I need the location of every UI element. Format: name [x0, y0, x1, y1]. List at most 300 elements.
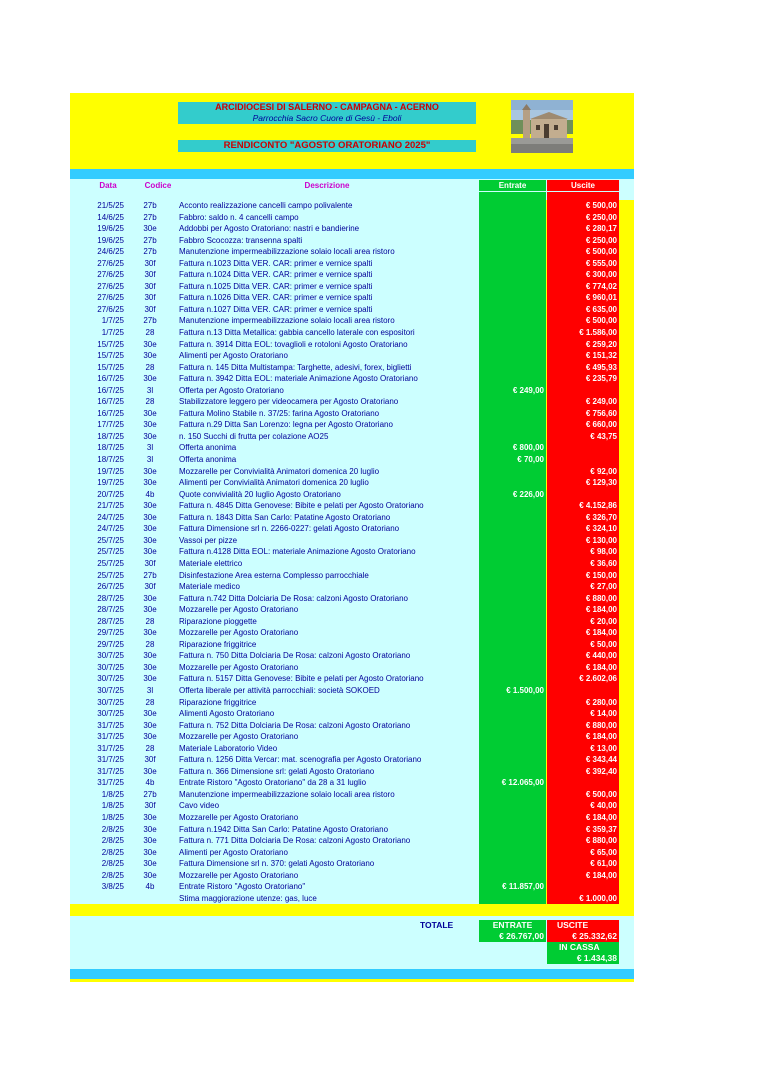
row-income [479, 570, 546, 582]
table-row [70, 720, 634, 732]
row-expense: € 130,00 [547, 535, 619, 547]
row-code: 27b [124, 212, 176, 224]
row-description: Fattura n. 145 Ditta Multistampa: Targhette, adesivi, forex, biglietti [176, 362, 479, 374]
row-description: Materiale Laboratorio Video [176, 743, 479, 755]
table-row [70, 673, 634, 685]
row-income [479, 200, 546, 212]
table-row [70, 858, 634, 870]
row-date: 30/7/25 [70, 650, 124, 662]
row-income [479, 662, 546, 674]
row-code: 3l [124, 385, 176, 397]
table-row [70, 685, 634, 697]
row-date: 15/7/25 [70, 362, 124, 374]
col-header-codice: Codice [138, 180, 178, 191]
row-date: 27/6/25 [70, 304, 124, 316]
col-header-entrate: Entrate [479, 180, 546, 191]
row-income [479, 812, 546, 824]
row-date: 31/7/25 [70, 754, 124, 766]
row-date: 18/7/25 [70, 442, 124, 454]
row-income [479, 431, 546, 443]
row-income [479, 847, 546, 859]
table-row [70, 512, 634, 524]
row-expense: € 500,00 [547, 246, 619, 258]
entrate-total-value: € 26.767,00 [479, 931, 546, 942]
table-row [70, 570, 634, 582]
row-description: Alimenti per Convivialità Animatori domenica 20 luglio [176, 477, 479, 489]
row-date: 28/7/25 [70, 616, 124, 628]
row-code: 30e [124, 223, 176, 235]
row-income [479, 223, 546, 235]
row-date: 31/7/25 [70, 731, 124, 743]
row-date: 19/6/25 [70, 235, 124, 247]
row-code: 30e [124, 431, 176, 443]
table-row [70, 477, 634, 489]
row-code: 30e [124, 373, 176, 385]
cassa-label: IN CASSA [547, 942, 619, 953]
row-date: 2/8/25 [70, 870, 124, 882]
row-code: 30e [124, 477, 176, 489]
row-expense: € 98,00 [547, 546, 619, 558]
row-income [479, 315, 546, 327]
row-description: Fattura n. 366 Dimensione srl: gelati Agosto Oratoriano [176, 766, 479, 778]
row-description: Offerta anonima [176, 454, 479, 466]
row-date: 21/7/25 [70, 500, 124, 512]
row-income [479, 870, 546, 882]
table-row [70, 408, 634, 420]
parish-name: Parrocchia Sacro Cuore di Gesù - Eboli [252, 113, 402, 123]
row-expense: € 250,00 [547, 212, 619, 224]
ledger-rows [70, 200, 634, 904]
row-expense: € 1.000,00 [547, 893, 619, 905]
row-income [479, 650, 546, 662]
row-income [479, 477, 546, 489]
row-description: Stima maggiorazione utenze: gas, luce [176, 893, 479, 905]
row-date: 28/7/25 [70, 604, 124, 616]
row-code: 30f [124, 281, 176, 293]
row-description: Fattura n. 3914 Ditta EOL: tovaglioli e rotoloni Agosto Oratoriano [176, 339, 479, 351]
row-income [479, 893, 546, 905]
row-expense: € 960,01 [547, 292, 619, 304]
row-description: Cavo video [176, 800, 479, 812]
row-income [479, 327, 546, 339]
table-row [70, 616, 634, 628]
row-description: Materiale medico [176, 581, 479, 593]
row-expense: € 184,00 [547, 604, 619, 616]
row-date: 31/7/25 [70, 720, 124, 732]
totals-label: TOTALE [420, 920, 454, 930]
row-income [479, 593, 546, 605]
row-expense: € 235,79 [547, 373, 619, 385]
row-description: Fattura n.1026 Ditta VER. CAR: primer e vernice spalti [176, 292, 479, 304]
row-code: 28 [124, 362, 176, 374]
row-code: 27b [124, 235, 176, 247]
table-row [70, 604, 634, 616]
row-date: 19/7/25 [70, 477, 124, 489]
row-income [479, 708, 546, 720]
row-code: 30e [124, 812, 176, 824]
table-row [70, 350, 634, 362]
row-code: 30e [124, 650, 176, 662]
row-expense: € 359,37 [547, 824, 619, 836]
row-code: 27b [124, 789, 176, 801]
table-row [70, 835, 634, 847]
table-row [70, 697, 634, 709]
row-income [479, 350, 546, 362]
row-code: 30e [124, 731, 176, 743]
row-date [70, 893, 124, 905]
row-description: Fattura n. 750 Ditta Dolciaria De Rosa: calzoni Agosto Oratoriano [176, 650, 479, 662]
row-description: Materiale elettrico [176, 558, 479, 570]
row-expense: € 184,00 [547, 870, 619, 882]
table-row [70, 650, 634, 662]
row-code: 30f [124, 258, 176, 270]
table-row [70, 269, 634, 281]
row-description: Riparazione friggitrice [176, 697, 479, 709]
row-date: 21/5/25 [70, 200, 124, 212]
table-row [70, 824, 634, 836]
row-expense: € 2.602,06 [547, 673, 619, 685]
row-expense: € 184,00 [547, 662, 619, 674]
row-date: 3/8/25 [70, 881, 124, 893]
row-date: 27/6/25 [70, 258, 124, 270]
row-income [479, 258, 546, 270]
row-description: Fattura Molino Stabile n. 37/25: farina Agosto Oratoriano [176, 408, 479, 420]
row-expense: € 774,02 [547, 281, 619, 293]
row-code [124, 893, 176, 905]
row-date: 20/7/25 [70, 489, 124, 501]
row-description: Mozzarelle per Agosto Oratoriano [176, 870, 479, 882]
row-income [479, 754, 546, 766]
row-date: 31/7/25 [70, 743, 124, 755]
row-description: Mozzarelle per Agosto Oratoriano [176, 812, 479, 824]
row-expense: € 555,00 [547, 258, 619, 270]
row-date: 2/8/25 [70, 858, 124, 870]
row-income [479, 373, 546, 385]
row-income [479, 697, 546, 709]
row-expense: € 324,10 [547, 523, 619, 535]
row-income: € 1.500,00 [479, 685, 546, 697]
row-code: 30e [124, 708, 176, 720]
row-income [479, 616, 546, 628]
row-description: Manutenzione impermeabilizzazione solaio locali area ristoro [176, 246, 479, 258]
row-income [479, 292, 546, 304]
row-expense: € 500,00 [547, 315, 619, 327]
row-expense: € 495,93 [547, 362, 619, 374]
table-row [70, 812, 634, 824]
row-description: Fattura n.1023 Ditta VER. CAR: primer e vernice spalti [176, 258, 479, 270]
row-date: 29/7/25 [70, 639, 124, 651]
row-code: 3l [124, 442, 176, 454]
table-row [70, 789, 634, 801]
row-expense: € 184,00 [547, 812, 619, 824]
row-code: 28 [124, 616, 176, 628]
row-income [479, 269, 546, 281]
row-date: 30/7/25 [70, 708, 124, 720]
row-code: 30f [124, 269, 176, 281]
row-description: n. 150 Succhi di frutta per colazione AO25 [176, 431, 479, 443]
row-description: Offerta per Agosto Oratoriano [176, 385, 479, 397]
row-date: 26/7/25 [70, 581, 124, 593]
row-expense: € 880,00 [547, 593, 619, 605]
row-expense: € 65,00 [547, 847, 619, 859]
row-expense [547, 442, 619, 454]
row-income: € 70,00 [479, 454, 546, 466]
row-code: 30e [124, 408, 176, 420]
table-row [70, 708, 634, 720]
row-income [479, 408, 546, 420]
row-expense: € 440,00 [547, 650, 619, 662]
table-row [70, 743, 634, 755]
row-date: 25/7/25 [70, 535, 124, 547]
row-income [479, 720, 546, 732]
row-code: 30e [124, 673, 176, 685]
row-date: 27/6/25 [70, 281, 124, 293]
row-expense: € 300,00 [547, 269, 619, 281]
row-description: Fattura n. 771 Ditta Dolciaria De Rosa: calzoni Agosto Oratoriano [176, 835, 479, 847]
row-description: Offerta anonima [176, 442, 479, 454]
row-description: Fattura n. 5157 Ditta Genovese: Bibite e pelati per Agosto Oratoriano [176, 673, 479, 685]
row-date: 16/7/25 [70, 385, 124, 397]
row-code: 30f [124, 800, 176, 812]
row-expense: € 20,00 [547, 616, 619, 628]
table-row [70, 754, 634, 766]
row-date: 15/7/25 [70, 339, 124, 351]
table-row [70, 593, 634, 605]
row-income [479, 800, 546, 812]
row-description: Mozzarelle per Agosto Oratoriano [176, 662, 479, 674]
row-description: Fattura n.742 Ditta Dolciaria De Rosa: calzoni Agosto Oratoriano [176, 593, 479, 605]
row-expense: € 250,00 [547, 235, 619, 247]
row-description: Alimenti per Agosto Oratoriano [176, 350, 479, 362]
row-date: 16/7/25 [70, 396, 124, 408]
row-expense: € 4.152,86 [547, 500, 619, 512]
row-income [479, 766, 546, 778]
row-income [479, 500, 546, 512]
row-code: 30e [124, 546, 176, 558]
row-expense: € 500,00 [547, 789, 619, 801]
table-row [70, 870, 634, 882]
uscite-total-value: € 25.332,62 [547, 931, 619, 942]
row-date: 15/7/25 [70, 350, 124, 362]
row-expense: € 343,44 [547, 754, 619, 766]
row-code: 30e [124, 662, 176, 674]
row-code: 3l [124, 454, 176, 466]
row-date: 25/7/25 [70, 570, 124, 582]
row-date: 2/8/25 [70, 847, 124, 859]
row-date: 27/6/25 [70, 269, 124, 281]
row-income [479, 362, 546, 374]
divider-band-bottom [70, 969, 634, 979]
row-code: 30f [124, 581, 176, 593]
row-income [479, 639, 546, 651]
table-row [70, 766, 634, 778]
row-description: Fattura n.1027 Ditta VER. CAR: primer e vernice spalti [176, 304, 479, 316]
row-code: 30e [124, 835, 176, 847]
row-description: Fattura Dimensione srl n. 2266-0227: gelati Agosto Oratoriano [176, 523, 479, 535]
row-description: Disinfestazione Area esterna Complesso parrocchiale [176, 570, 479, 582]
table-row [70, 500, 634, 512]
row-income [479, 466, 546, 478]
row-income [479, 824, 546, 836]
row-code: 30e [124, 858, 176, 870]
row-code: 30f [124, 292, 176, 304]
row-income: € 800,00 [479, 442, 546, 454]
row-income [479, 731, 546, 743]
table-row [70, 627, 634, 639]
table-row [70, 419, 634, 431]
row-description: Mozzarelle per Agosto Oratoriano [176, 627, 479, 639]
entrate-total-label: ENTRATE [479, 920, 546, 931]
row-income: € 249,00 [479, 385, 546, 397]
table-row [70, 546, 634, 558]
row-description: Entrate Ristoro "Agosto Oratoriano" da 28 a 31 luglio [176, 777, 479, 789]
row-date: 31/7/25 [70, 777, 124, 789]
row-date: 14/6/25 [70, 212, 124, 224]
row-code: 30e [124, 627, 176, 639]
row-income [479, 304, 546, 316]
row-code: 30e [124, 824, 176, 836]
row-description: Alimenti Agosto Oratoriano [176, 708, 479, 720]
row-code: 4b [124, 881, 176, 893]
row-description: Vassoi per pizze [176, 535, 479, 547]
table-row [70, 800, 634, 812]
row-code: 30e [124, 419, 176, 431]
table-row [70, 200, 634, 212]
table-row [70, 881, 634, 893]
col-header-uscite: Uscite [547, 180, 619, 191]
row-date: 1/7/25 [70, 315, 124, 327]
row-expense: € 326,70 [547, 512, 619, 524]
row-description: Fattura n.1024 Ditta VER. CAR: primer e vernice spalti [176, 269, 479, 281]
row-description: Fattura n.4128 Ditta EOL: materiale Animazione Agosto Oratoriano [176, 546, 479, 558]
row-income [479, 281, 546, 293]
church-photo [511, 100, 573, 153]
row-expense: € 756,60 [547, 408, 619, 420]
col-header-data: Data [90, 180, 126, 191]
row-income: € 226,00 [479, 489, 546, 501]
row-code: 28 [124, 743, 176, 755]
row-expense: € 635,00 [547, 304, 619, 316]
row-income [479, 581, 546, 593]
table-row [70, 639, 634, 651]
row-description: Mozzarelle per Agosto Oratoriano [176, 604, 479, 616]
row-code: 30f [124, 754, 176, 766]
row-expense: € 184,00 [547, 627, 619, 639]
table-row [70, 523, 634, 535]
row-expense [547, 489, 619, 501]
table-row [70, 292, 634, 304]
row-date: 19/6/25 [70, 223, 124, 235]
row-code: 27b [124, 200, 176, 212]
row-code: 30e [124, 847, 176, 859]
report-title: RENDICONTO "AGOSTO ORATORIANO 2025" [178, 140, 476, 152]
row-expense: € 36,60 [547, 558, 619, 570]
row-income [479, 235, 546, 247]
row-code: 27b [124, 246, 176, 258]
row-expense: € 880,00 [547, 720, 619, 732]
row-date: 2/8/25 [70, 835, 124, 847]
row-income [479, 835, 546, 847]
header-box [178, 102, 476, 124]
row-code: 30e [124, 339, 176, 351]
table-row [70, 373, 634, 385]
row-expense: € 259,20 [547, 339, 619, 351]
row-expense: € 27,00 [547, 581, 619, 593]
row-expense: € 40,00 [547, 800, 619, 812]
row-expense: € 50,00 [547, 639, 619, 651]
row-income [479, 743, 546, 755]
table-row [70, 385, 634, 397]
row-description: Offerta liberale per attività parrocchiali: società SOKOED [176, 685, 479, 697]
row-code: 30f [124, 304, 176, 316]
row-description: Addobbi per Agosto Oratoriano: nastri e bandierine [176, 223, 479, 235]
col-header-descrizione: Descrizione [296, 180, 358, 191]
row-expense: € 129,30 [547, 477, 619, 489]
row-date: 1/8/25 [70, 789, 124, 801]
row-code: 28 [124, 396, 176, 408]
row-code: 30e [124, 512, 176, 524]
row-code: 30e [124, 350, 176, 362]
table-row [70, 454, 634, 466]
row-date: 24/7/25 [70, 523, 124, 535]
row-expense: € 280,17 [547, 223, 619, 235]
row-description: Fabbro Scocozza: transenna spalti [176, 235, 479, 247]
row-code: 30e [124, 870, 176, 882]
row-date: 24/7/25 [70, 512, 124, 524]
row-income [479, 339, 546, 351]
row-income: € 12.065,00 [479, 777, 546, 789]
row-description: Fattura n.1025 Ditta VER. CAR: primer e vernice spalti [176, 281, 479, 293]
row-expense: € 184,00 [547, 731, 619, 743]
row-income [479, 546, 546, 558]
row-income: € 11.857,00 [479, 881, 546, 893]
row-code: 30e [124, 604, 176, 616]
rendiconto-sheet [70, 93, 634, 982]
row-description: Fattura n. 3942 Ditta EOL: materiale Animazione Agosto Oratoriano [176, 373, 479, 385]
row-date: 25/7/25 [70, 546, 124, 558]
totals-section [70, 916, 634, 969]
row-description: Fattura n.13 Ditta Metallica: gabbia cancello laterale con espositori [176, 327, 479, 339]
row-description: Manutenzione impermeabilizzazione solaio locali area ristoro [176, 315, 479, 327]
row-date: 30/7/25 [70, 673, 124, 685]
table-row [70, 304, 634, 316]
row-income [479, 419, 546, 431]
row-code: 30e [124, 535, 176, 547]
row-date: 17/7/25 [70, 419, 124, 431]
row-code: 30e [124, 466, 176, 478]
table-row [70, 339, 634, 351]
row-date: 30/7/25 [70, 685, 124, 697]
table-row [70, 235, 634, 247]
row-code: 30f [124, 558, 176, 570]
row-date: 16/7/25 [70, 373, 124, 385]
table-row [70, 258, 634, 270]
row-date: 1/8/25 [70, 812, 124, 824]
row-expense: € 392,40 [547, 766, 619, 778]
row-date: 24/6/25 [70, 246, 124, 258]
row-income [479, 558, 546, 570]
row-date: 18/7/25 [70, 454, 124, 466]
row-code: 30e [124, 720, 176, 732]
table-row [70, 558, 634, 570]
row-description: Riparazione pioggette [176, 616, 479, 628]
row-income [479, 212, 546, 224]
row-description: Fattura n. 1256 Ditta Vercar: mat. scenografia per Agosto Oratoriano [176, 754, 479, 766]
row-date: 28/7/25 [70, 593, 124, 605]
row-expense: € 14,00 [547, 708, 619, 720]
row-expense [547, 454, 619, 466]
row-description: Riparazione friggitrice [176, 639, 479, 651]
